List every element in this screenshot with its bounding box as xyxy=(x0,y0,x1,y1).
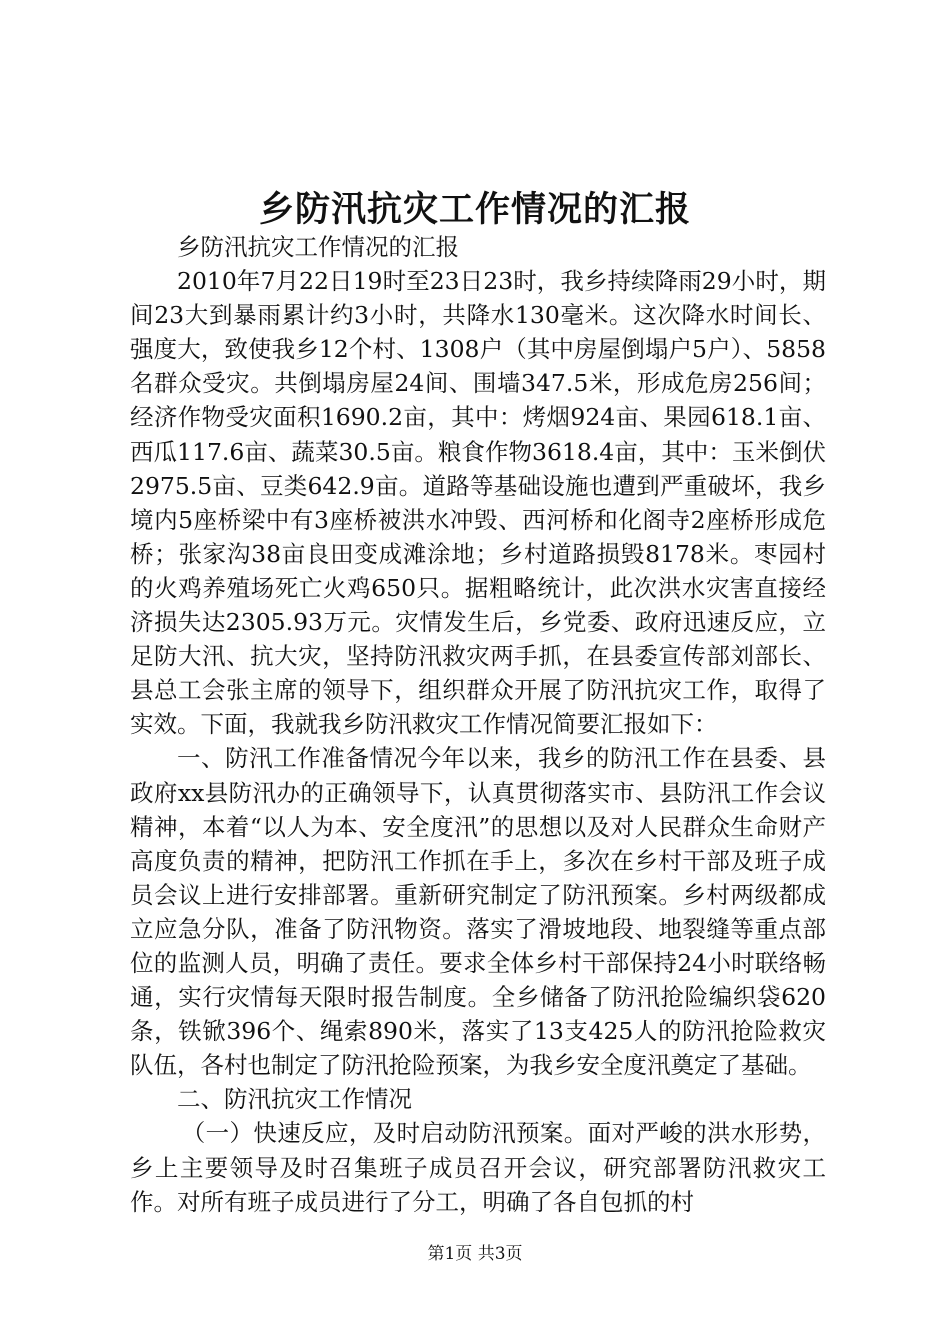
document-body xyxy=(130,230,826,1219)
page-footer: 第1页 共3页 xyxy=(427,1244,523,1264)
paragraph-overview: 2010年7月22日19时至23日23时，我乡持续降雨29小时，期间23大到暴雨累计约3小时，共降水130毫米。这次降水时间长、强度大，致使我乡12个村、1308户（其中房屋倒塌户5户）、5858名群众受灾。共倒塌房屋24间、围墙347.5米，形成危房256间；经济作物受灾面积1690.2亩，其中：烤烟924亩、果园618.1亩、西瓜117.6亩、蔬菜30.5亩。粮食作物3618.4亩，其中：玉米倒伏2975.5亩、豆类642.9亩。道路等基础设施也遭到严重破坏，我乡境内5座桥梁中有3座桥被洪水冲毁、西河桥和化阁寺2座桥形成危桥；张家沟38亩良田变成滩涂地；乡村道路损毁8178米。枣园村的火鸡养殖场死亡火鸡650只。据粗略统计，此次洪水灾害直接经济损失达2305.93万元。灾情发生后，乡党委、政府迅速反应，立足防大汛、抗大灾，坚持防汛救灾两手抓，在县委宣传部刘部长、县总工会张主席的领导下，组织群众开展了防汛抗灾工作，取得了实效。下面，我就我乡防汛救灾工作情况简要汇报如下： xyxy=(130,267,826,739)
paragraph-subtitle: 乡防汛抗灾工作情况的汇报 xyxy=(177,233,459,261)
paragraph-section-heading: 二、防汛抗灾工作情况 xyxy=(177,1085,412,1114)
paragraph-preparation: 一、防汛工作准备情况今年以来，我乡的防汛工作在县委、县政府xx县防汛办的正确领导下，认真贯彻落实市、县防汛工作会议精神，本着“以人为本、安全度汛”的思想以及对人民群众生命财产高度负责的精神，把防汛工作抓在手上，多次在乡村干部及班子成员会议上进行安排部署。重新研究制定了防汛预案。乡村两级都成立应急分队，准备了防汛物资。落实了滑坡地段、地裂缝等重点部位的监测人员，明确了责任。要求全体乡村干部保持24小时联络畅通，实行灾情每天限时报告制度。全乡储备了防汛抢险编织袋620条，铁锨396个、绳索890米，落实了13支425人的防汛抢险救灾队伍，各村也制定了防汛抢险预案，为我乡安全度汛奠定了基础。 xyxy=(130,744,826,1080)
document-title: 乡防汛抗灾工作情况的汇报 xyxy=(258,189,691,230)
paragraph-quick-response: （一）快速反应，及时启动防汛预案。面对严峻的洪水形势，乡上主要领导及时召集班子成员召开会议，研究部署防汛救灾工作。对所有班子成员进行了分工，明确了各自包抓的村 xyxy=(130,1119,826,1216)
